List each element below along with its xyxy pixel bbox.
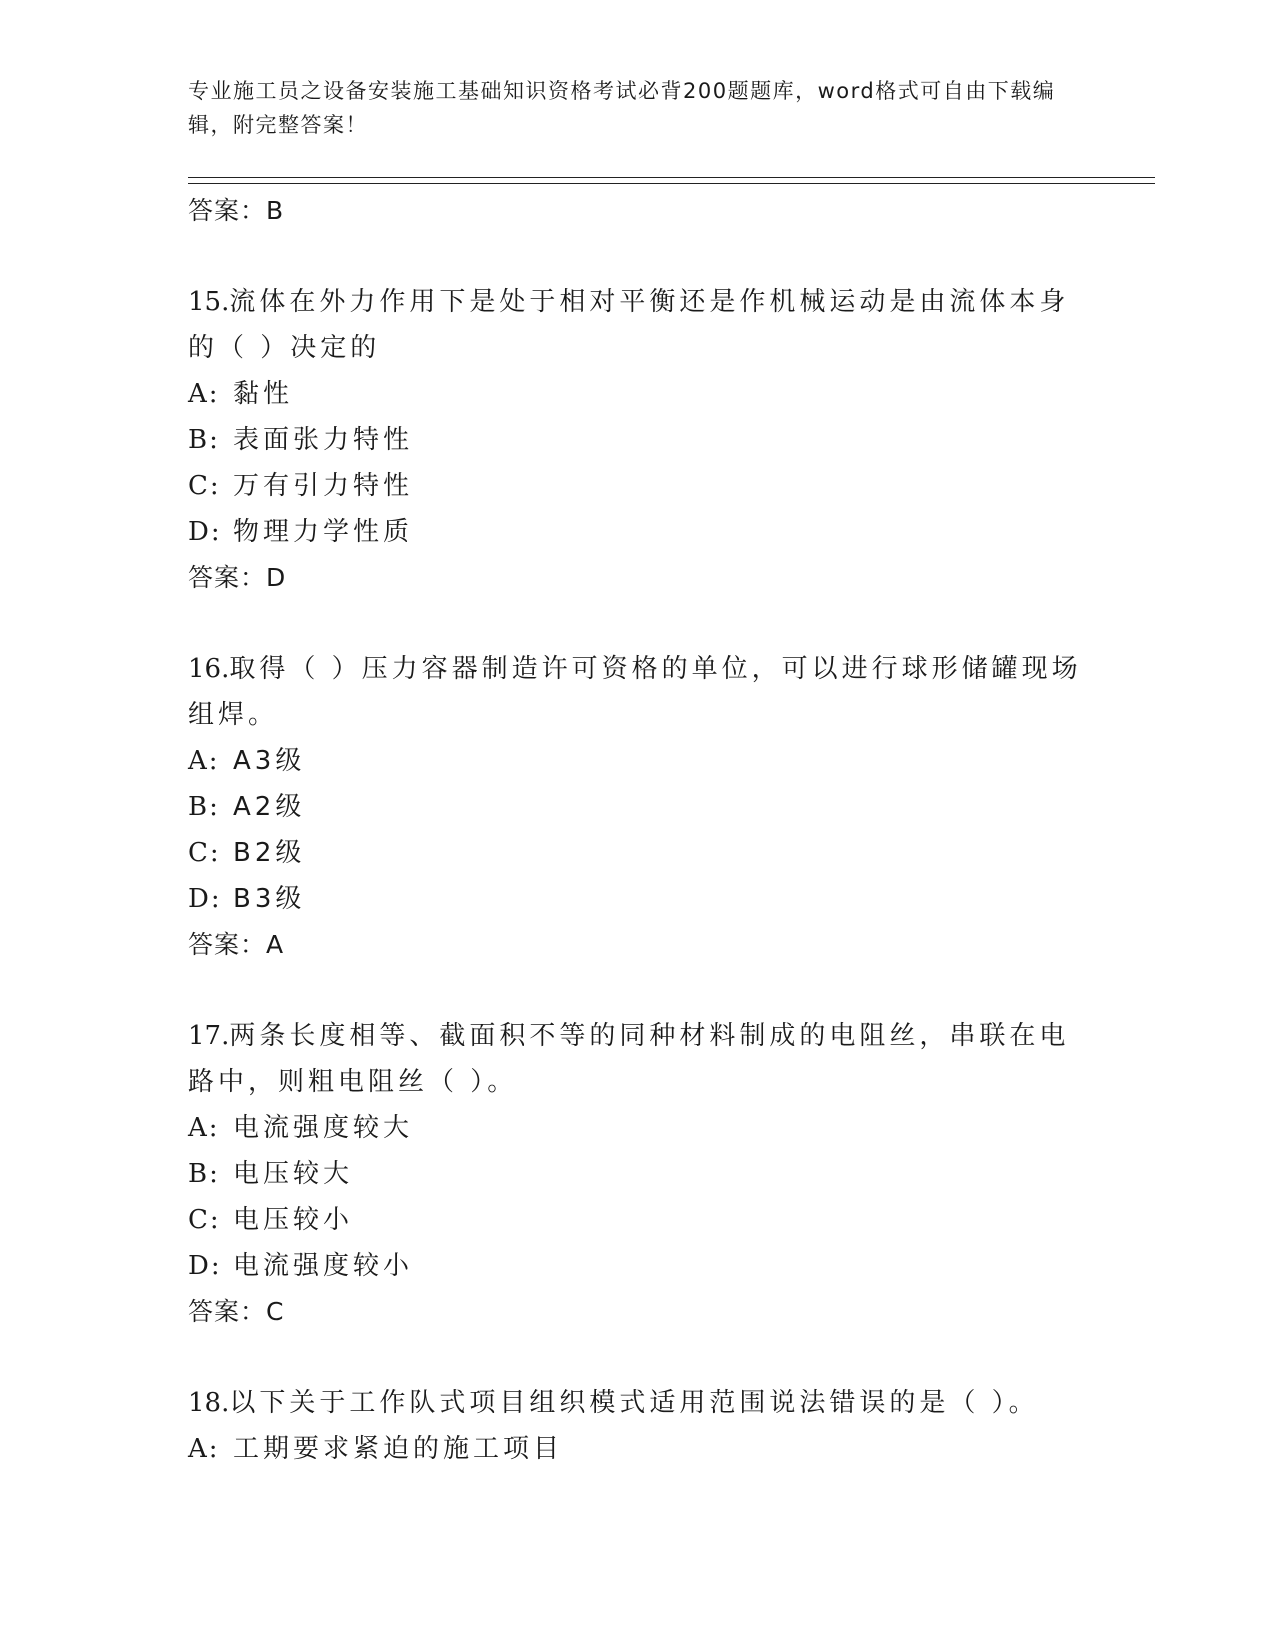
document-header: 专业施工员之设备安装施工基础知识资格考试必背200题题库，word格式可自由下载编辑，附完整答案！ [188, 79, 1056, 137]
option-text: A2级 [233, 792, 306, 822]
spacer [188, 1335, 1088, 1380]
answer-line: 答案：D [188, 563, 287, 592]
option-text: 电压较大 [233, 1159, 354, 1189]
header-divider-top [188, 177, 1155, 178]
question-number: 16. [188, 654, 230, 684]
option-letter: C: [188, 1205, 221, 1235]
option-b [188, 784, 1088, 830]
question-stem: 流体在外力作用下是处于相对平衡还是作机械运动是由流体本身的（ ）决定的 [188, 287, 1070, 363]
option-text: 物理力学性质 [233, 517, 414, 547]
option-a [188, 738, 1088, 784]
spacer [188, 601, 1088, 646]
question-block-18 [188, 1380, 1088, 1472]
question-number: 17. [188, 1021, 230, 1051]
option-text: 黏性 [233, 379, 294, 409]
question-block-15 [188, 279, 1088, 601]
option-letter: B: [188, 792, 220, 822]
option-d [188, 1243, 1088, 1289]
option-text: B3级 [233, 884, 306, 914]
option-a [188, 371, 1088, 417]
option-text: 万有引力特性 [233, 471, 414, 501]
option-letter: A: [188, 1113, 220, 1143]
question-text [188, 279, 1088, 371]
option-letter: A: [188, 1434, 220, 1464]
option-b [188, 1151, 1088, 1197]
spacer [188, 968, 1088, 1013]
option-letter: D: [188, 1251, 222, 1281]
option-text: 电流强度较小 [233, 1251, 414, 1281]
question-stem: 取得（ ）压力容器制造许可资格的单位，可以进行球形储罐现场组焊。 [188, 654, 1082, 730]
option-letter: D: [188, 884, 222, 914]
option-letter: A: [188, 379, 220, 409]
question-text [188, 646, 1088, 738]
option-text: 电压较小 [233, 1205, 354, 1235]
answer-line: 答案：C [188, 1297, 285, 1326]
option-letter: B: [188, 425, 220, 455]
option-text: 工期要求紧迫的施工项目 [233, 1434, 564, 1464]
previous-answer: 答案：B [188, 196, 285, 225]
option-a [188, 1105, 1088, 1151]
option-letter: A: [188, 746, 220, 776]
option-c [188, 463, 1088, 509]
option-c [188, 830, 1088, 876]
option-b [188, 417, 1088, 463]
option-d [188, 509, 1088, 555]
option-text: A3级 [233, 746, 306, 776]
header-divider-bottom [188, 183, 1155, 184]
question-block-16 [188, 646, 1088, 968]
option-c [188, 1197, 1088, 1243]
option-letter: D: [188, 517, 222, 547]
question-number: 18. [188, 1388, 230, 1418]
question-number: 15. [188, 287, 230, 317]
option-text: B2级 [233, 838, 306, 868]
answer-line: 答案：A [188, 930, 285, 959]
option-text: 电流强度较大 [233, 1113, 414, 1143]
question-text [188, 1380, 1088, 1426]
option-a [188, 1426, 1088, 1472]
question-block-17 [188, 1013, 1088, 1335]
option-letter: C: [188, 471, 221, 501]
question-list [188, 188, 1088, 1472]
question-text [188, 1013, 1088, 1105]
question-stem: 两条长度相等、截面积不等的同种材料制成的电阻丝，串联在电路中，则粗电阻丝（ ）。 [188, 1021, 1070, 1097]
option-d [188, 876, 1088, 922]
question-stem: 以下关于工作队式项目组织模式适用范围说法错误的是（ ）。 [229, 1388, 1039, 1418]
option-letter: B: [188, 1159, 220, 1189]
option-letter: C: [188, 838, 221, 868]
spacer [188, 234, 1088, 279]
option-text: 表面张力特性 [233, 425, 414, 455]
